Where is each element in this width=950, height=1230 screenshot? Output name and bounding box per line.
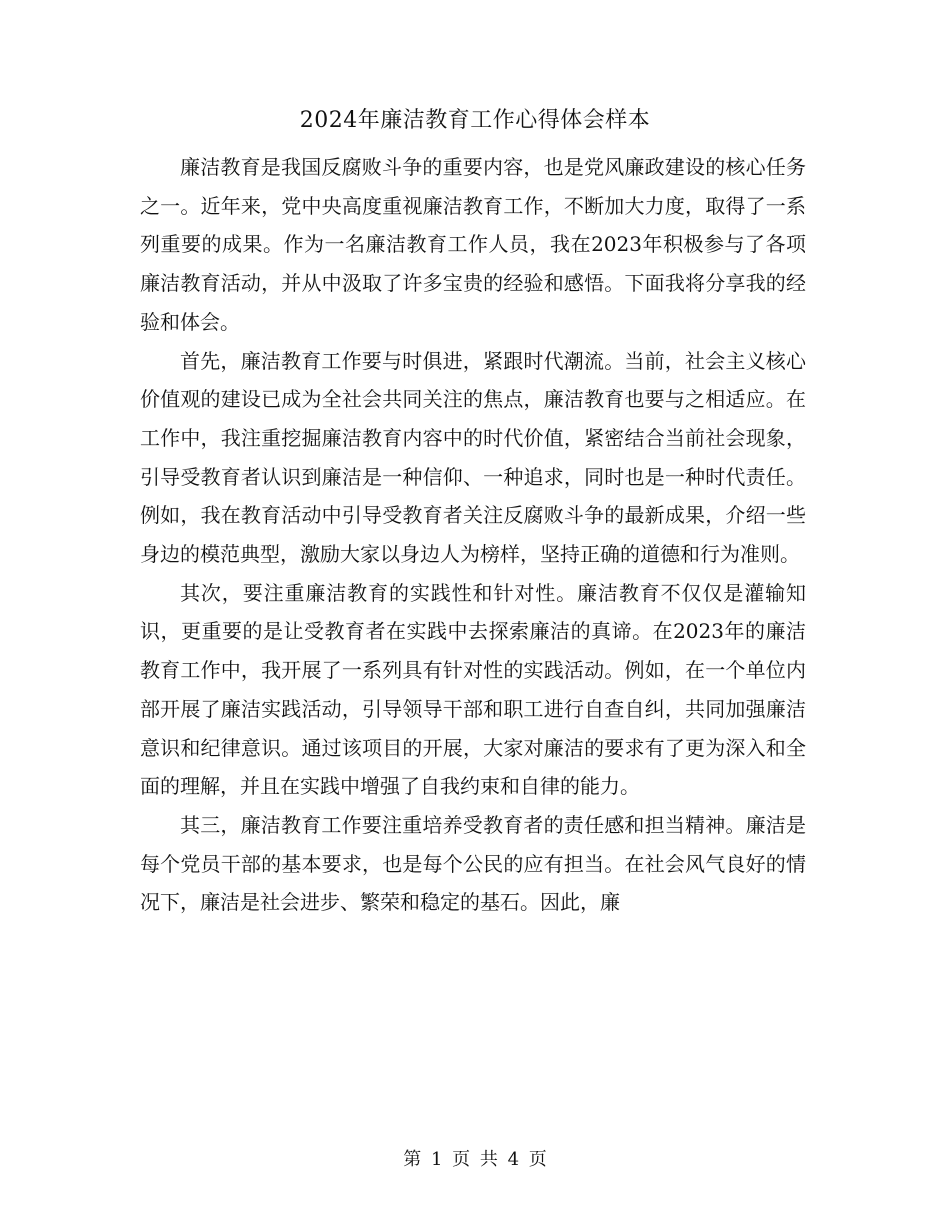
page-number-footer: 第 1 页 共 4 页 [403,1149,547,1170]
document-body [140,148,806,922]
paragraph-second-point: 其次，要注重廉洁教育的实践性和针对性。廉洁教育不仅仅是灌输知识，更重要的是让受教育者在实践中去探索廉洁的真谛。在2023年的廉洁教育工作中，我开展了一系列具有针对性的实践活动。例如，在一个单位内部开展了廉洁实践活动，引导领导干部和职工进行自查自纠，共同加强廉洁意识和纪律意识。通过该项目的开展，大家对廉洁的要求有了更为深入和全面的理解，并且在实践中增强了自我约束和自律的能力。 [140,580,806,799]
paragraph-first-point: 首先，廉洁教育工作要与时俱进，紧跟时代潮流。当前，社会主义核心价值观的建设已成为全社会共同关注的焦点，廉洁教育也要与之相适应。在工作中，我注重挖掘廉洁教育内容中的时代价值，紧密结合当前社会现象，引导受教育者认识到廉洁是一种信仰、一种追求，同时也是一种时代责任。例如，我在教育活动中引导受教育者关注反腐败斗争的最新成果，介绍一些身边的模范典型，激励大家以身边人为榜样，坚持正确的道德和行为准则。 [140,348,806,567]
paragraph-intro: 廉洁教育是我国反腐败斗争的重要内容，也是党风廉政建设的核心任务之一。近年来，党中央高度重视廉洁教育工作，不断加大力度，取得了一系列重要的成果。作为一名廉洁教育工作人员，我在2023年积极参与了各项廉洁教育活动，并从中汲取了许多宝贵的经验和感悟。下面我将分享我的经验和体会。 [140,155,806,334]
paragraph-third-point: 其三，廉洁教育工作要注重培养受教育者的责任感和担当精神。廉洁是每个党员干部的基本要求，也是每个公民的应有担当。在社会风气良好的情况下，廉洁是社会进步、繁荣和稳定的基石。因此，廉 [140,812,806,915]
document-title: 2024年廉洁教育工作心得体会样本 [299,108,651,133]
